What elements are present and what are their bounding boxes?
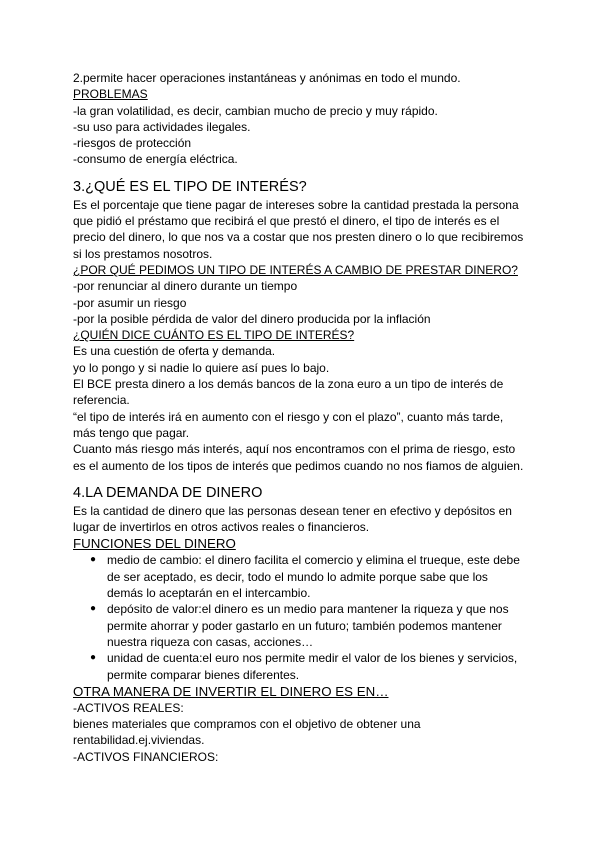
other-investment-line: bienes materiales que compramos con el objetivo de obtener una xyxy=(73,717,421,732)
who-heading: ¿QUIÉN DICE CUÁNTO ES EL TIPO DE INTERÉS? xyxy=(73,328,355,343)
section-3-definition-line: Es el porcentaje que tiene pagar de intereses sobre la cantidad prestada la persona xyxy=(73,197,519,212)
bullet-line: unidad de cuenta:el euro nos permite medir el valor de los bienes y servicios, xyxy=(107,651,518,666)
problem-item: -su uso para actividades ilegales. xyxy=(73,119,251,134)
section-3-title: 3.¿QUÉ ES EL TIPO DE INTERÉS? xyxy=(73,178,307,195)
section-3-definition-line: si los prestamos nosotros. xyxy=(73,246,213,261)
other-investment-line: -ACTIVOS REALES: xyxy=(73,700,184,715)
bullet-line: demás lo aceptarán en el intercambio. xyxy=(107,586,311,601)
bullet-line: permite comparar bienes diferentes. xyxy=(107,667,300,682)
bullet-line: permite ahorrar y poder gastarlo en un futuro; también podemos mantener xyxy=(107,618,502,633)
why-heading: ¿POR QUÉ PEDIMOS UN TIPO DE INTERÉS A CAMBIO DE PRESTAR DINERO? xyxy=(73,262,518,277)
who-line: referencia. xyxy=(73,393,130,408)
bullet-line: nuestra riqueza con casas, acciones… xyxy=(107,634,314,649)
who-line: yo lo pongo y si nadie lo quiere así pues lo bajo. xyxy=(73,360,330,375)
section-4-definition-line: Es la cantidad de dinero que las personas desean tener en efectivo y depósitos en xyxy=(73,503,512,518)
why-item: -por renunciar al dinero durante un tiempo xyxy=(73,279,298,294)
function-bullet-item xyxy=(73,650,543,683)
other-investment-heading: OTRA MANERA DE INVERTIR EL DINERO ES EN… xyxy=(73,683,389,699)
problem-item: -riesgos de protección xyxy=(73,136,192,151)
problems-heading: PROBLEMAS xyxy=(73,87,148,102)
bullet-icon: ● xyxy=(90,652,97,664)
why-item: -por la posible pérdida de valor del dinero producida por la inflación xyxy=(73,311,431,326)
who-line: Es una cuestión de oferta y demanda. xyxy=(73,344,276,359)
section-3-definition-line: precio del dinero, lo que nos va a costar que nos presten dinero o lo que recibiremos xyxy=(73,230,524,245)
section-3-definition-line: que pidió el préstamo que recibirá el que prestó el dinero, el tipo de interés es el xyxy=(73,214,500,229)
bullet-line: depósito de valor:el dinero es un medio para mantener la riqueza y que nos xyxy=(107,602,509,617)
who-line: más tengo que pagar. xyxy=(73,425,190,440)
bullet-line: de ser aceptado, es decir, todo el mundo lo admite porque sabe que los xyxy=(107,569,488,584)
who-line: El BCE presta dinero a los demás bancos de la zona euro a un tipo de interés de xyxy=(73,377,504,392)
who-line: Cuanto más riesgo más interés, aquí nos encontramos con el prima de riesgo, esto xyxy=(73,442,516,457)
bullet-line: medio de cambio: el dinero facilita el comercio y elimina el trueque, este debe xyxy=(107,553,520,568)
section-4-title: 4.LA DEMANDA DE DINERO xyxy=(73,484,263,501)
problem-item: -consumo de energía eléctrica. xyxy=(73,152,238,167)
function-bullet-item xyxy=(73,552,543,601)
functions-heading: FUNCIONES DEL DINERO xyxy=(73,536,236,552)
function-bullet-item xyxy=(73,601,543,650)
bullet-icon: ● xyxy=(90,554,97,566)
why-item: -por asumir un riesgo xyxy=(73,295,187,310)
other-investment-line: rentabilidad.ej.viviendas. xyxy=(73,733,205,748)
intro-line: 2.permite hacer operaciones instantáneas y anónimas en todo el mundo. xyxy=(73,71,461,85)
section-4-definition-line: lugar de invertirlos en otros activos reales o financieros. xyxy=(73,520,370,535)
who-line: “el tipo de interés irá en aumento con el riesgo y con el plazo”, cuanto más tarde, xyxy=(73,409,504,424)
other-investment-line: -ACTIVOS FINANCIEROS: xyxy=(73,749,219,764)
problem-item: -la gran volatilidad, es decir, cambian mucho de precio y muy rápido. xyxy=(73,103,438,118)
document-page xyxy=(73,70,543,765)
bullet-icon: ● xyxy=(90,603,97,615)
who-line: es el aumento de los tipos de interés que pedimos cuando no nos fiamos de alguien. xyxy=(73,458,524,473)
